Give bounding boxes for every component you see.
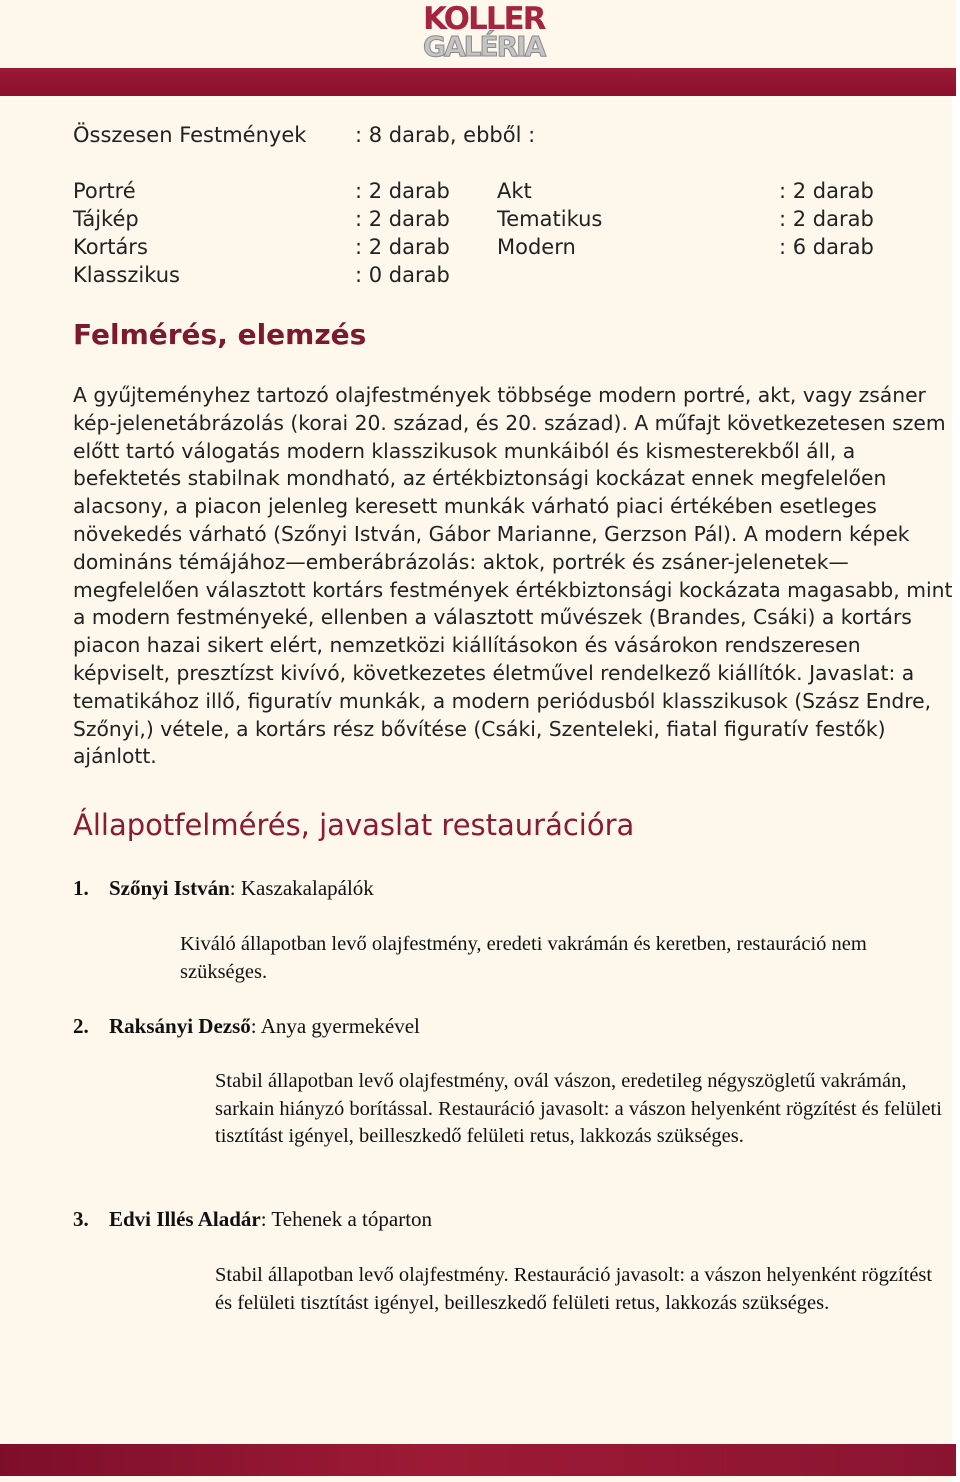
category-label: Akt (497, 179, 532, 203)
category-label: Tájkép (73, 207, 139, 231)
summary-value: : 8 darab, ebből : (355, 123, 536, 147)
item-artist: Szőnyi István (109, 876, 230, 900)
restoration-item-description: Stabil állapotban levő olajfestmény, ovál vászon, eredetileg négyszögletű vakrámán, sarkain hiányzó borítással. Restauráció javasolt: a vászon helyenként rögzítést és felületi tisztítást igényel, beilleszkedő felületi retus, lakkozás szükséges. (215, 1070, 942, 1148)
item-number: 1. (73, 876, 89, 900)
category-count: : 2 darab (355, 207, 450, 231)
category-label: Tematikus (497, 207, 603, 231)
footer-bar (0, 1444, 956, 1476)
item-painting-title: : Kaszakalapálók (229, 876, 374, 900)
category-count: : 2 darab (355, 235, 450, 259)
category-count: : 0 darab (355, 263, 450, 287)
restoration-item-description: Stabil állapotban levő olajfestmény. Restauráció javasolt: a vászon helyenként rögzítést és felületi tisztítást igényel, beilleszkedő felületi retus, lakkozás szükséges. (215, 1264, 933, 1314)
summary-label: Összesen Festmények (73, 123, 307, 147)
analysis-paragraph: A gyűjteményhez tartozó olajfestmények többsége modern portré, akt, vagy zsáner kép-jelenetábrázolás (korai 20. század, és 20. század). A műfajt következetesen szem előtt tartó válogatás modern klasszikusok munkáiból és kismesterekből áll, a befektetés stabilnak mondható, az értékbiztonsági kockázat ennek megfelelően alacsony, a piacon jelenleg keresett munkák várható piaci értékében esetleges növekedés várható (Szőnyi István, Gábor Marianne, Gerzson Pál). A modern képek domináns témájához—emberábrázolás: aktok, portrék és zsáner-jelenetek—megfelelően választott kortárs festmények értékbiztonsági kockázata magasabb, mint a modern festményeké, ellenben a választott művészek (Brandes, Csáki) a kortárs piacon hazai sikert elért, nemzetközi kiállításokon és vásárokon rendszeresen képviselt, presztízst kivívó, következetes életművel rendelkező kiállítók. Javaslat: a tematikához illő, figuratív munkák, a modern periódusból klasszikusok (Szász Endre, Szőnyi,) vétele, a kortárs rész bővítése (Csáki, Szenteleki, fiatal figuratív festők) ajánlott. (73, 383, 953, 769)
restoration-item-description: Kiváló állapotban levő olajfestmény, eredeti vakrámán és keretben, restauráció nem szükséges. (180, 933, 867, 983)
restoration-item-title (73, 1014, 420, 1039)
category-count: : 2 darab (355, 179, 450, 203)
category-count: : 6 darab (779, 235, 874, 259)
category-count: : 2 darab (779, 207, 874, 231)
item-artist: Raksányi Dezső (109, 1014, 251, 1038)
analysis-heading: Felmérés, elemzés (73, 318, 367, 351)
item-number: 2. (73, 1014, 89, 1038)
item-painting-title: : Tehenek a tóparton (260, 1207, 433, 1231)
restoration-heading: Állapotfelmérés, javaslat restaurációra (73, 808, 635, 842)
category-label: Klasszikus (73, 263, 180, 287)
koller-galeria-logo (423, 1, 545, 64)
item-painting-title: : Anya gyermekével (250, 1014, 420, 1038)
category-label: Modern (497, 235, 576, 259)
category-label: Portré (73, 179, 136, 203)
item-artist: Edvi Illés Aladár (109, 1207, 261, 1231)
restoration-item-title (73, 876, 374, 901)
logo-top-text: KOLLER (423, 1, 545, 37)
category-label: Kortárs (73, 235, 148, 259)
item-number: 3. (73, 1207, 89, 1231)
category-count: : 2 darab (779, 179, 874, 203)
restoration-item-title (73, 1207, 432, 1232)
logo-bottom-text: GALÉRIA (423, 30, 545, 63)
